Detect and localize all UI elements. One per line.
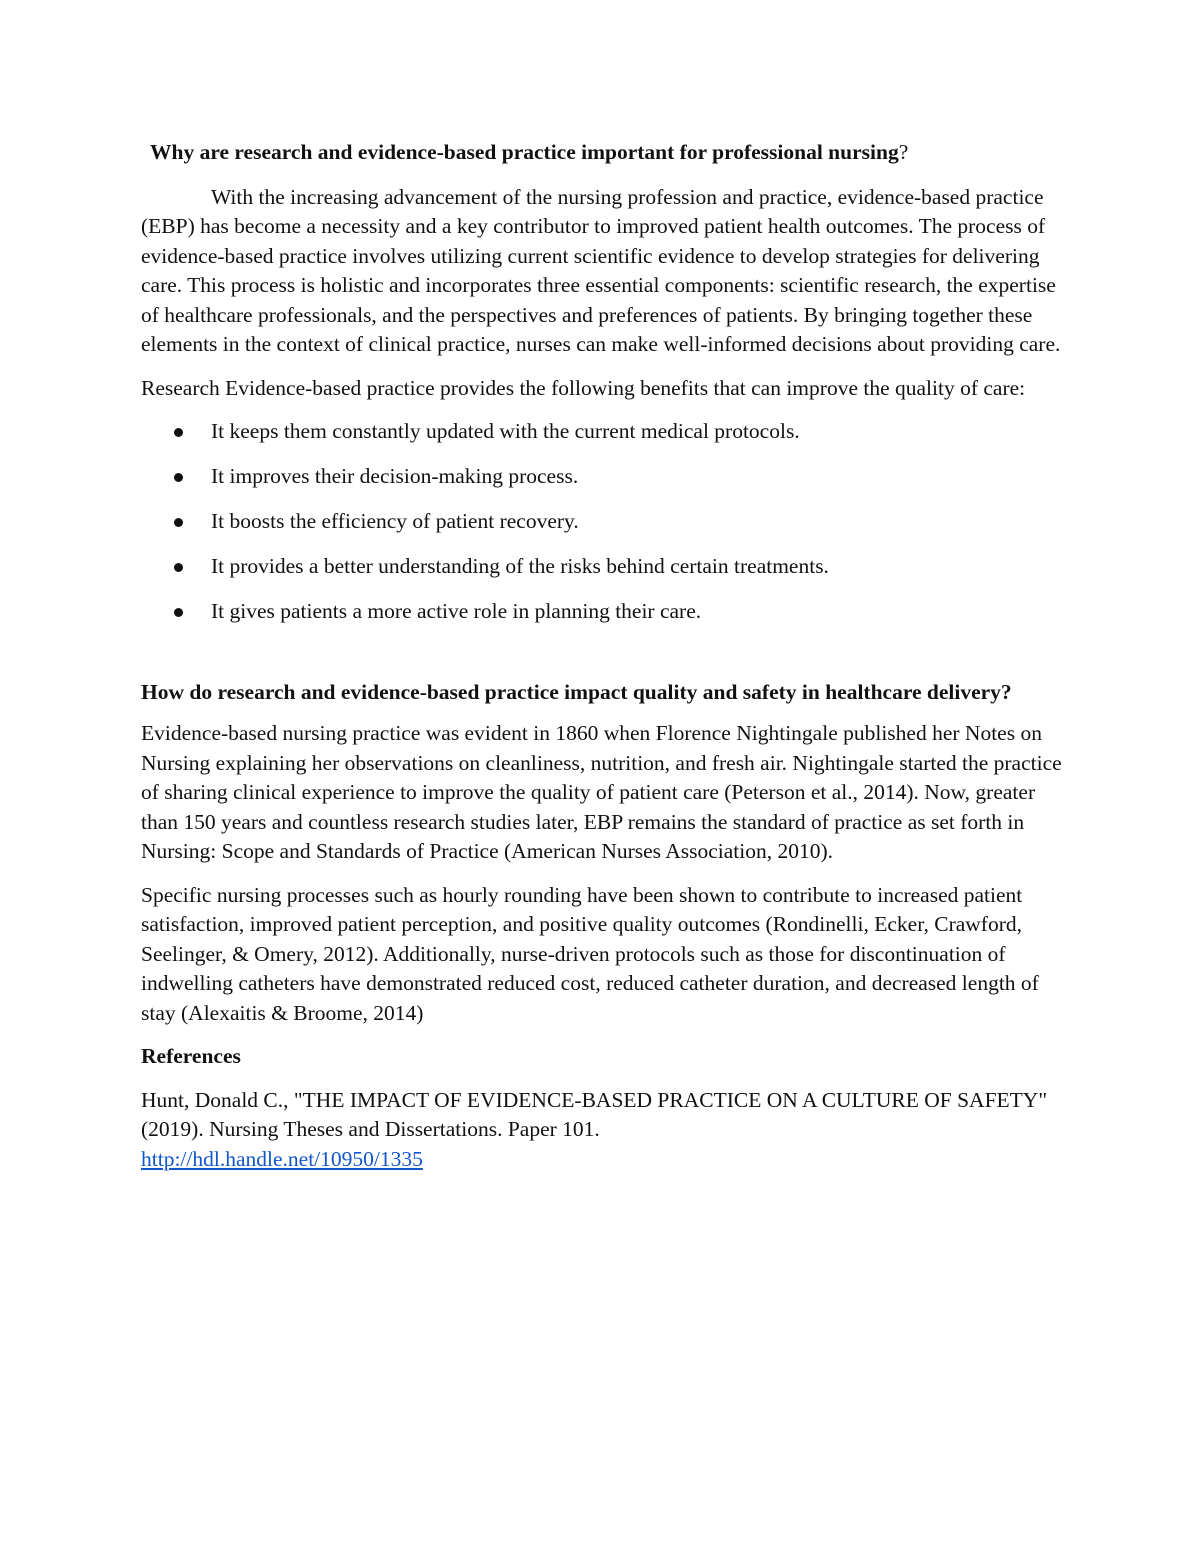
document-page xyxy=(141,138,1066,1174)
benefit-text: It provides a better understanding of the risks behind certain treatments. xyxy=(211,554,829,578)
benefits-list-item xyxy=(141,417,1066,447)
benefits-lead-paragraph: Research Evidence-based practice provides the following benefits that can improve the quality of care: xyxy=(141,375,1026,400)
bullet-icon xyxy=(174,518,183,527)
benefits-list-item xyxy=(141,462,1066,492)
benefits-list-item xyxy=(141,552,1066,582)
section2-paragraph-processes: Specific nursing processes such as hourly rounding have been shown to contribute to increased patient satisfaction, improved patient perception, and positive quality outcomes (Rondinelli, Ecker, Crawford, Seelinger, & Omery, 2012). Additionally, nurse-driven protocols such as those for discontinuation of indwelling catheters have demonstrated reduced cost, reduced catheter duration, and decreased length of stay (Alexaitis & Broome, 2014) xyxy=(141,882,1039,1025)
bullet-icon xyxy=(174,473,183,482)
bullet-icon xyxy=(174,563,183,572)
section1-intro-paragraph: With the increasing advancement of the nursing profession and practice, evidence-based practice (EBP) has become a necessity and a key contributor to improved patient health outcomes. The process of evidence-based practice involves utilizing current scientific evidence to develop strategies for delivering care. This process is holistic and incorporates three essential components: scientific research, the expertise of healthcare professionals, and the perspectives and preferences of patients. By bringing together these elements in the context of clinical practice, nurses can make well-informed decisions about providing care. xyxy=(141,184,1061,356)
reference-citation: Hunt, Donald C., "THE IMPACT OF EVIDENCE-BASED PRACTICE ON A CULTURE OF SAFETY" (2019). Nursing Theses and Dissertations. Paper 101. xyxy=(141,1087,1048,1141)
benefit-text: It gives patients a more active role in planning their care. xyxy=(211,599,702,623)
benefits-list xyxy=(141,417,1066,627)
reference-link[interactable]: http://hdl.handle.net/10950/1335 xyxy=(141,1146,423,1171)
section2-heading: How do research and evidence-based practice impact quality and safety in healthcare delivery? xyxy=(141,679,1012,704)
section2-paragraph-history: Evidence-based nursing practice was evident in 1860 when Florence Nightingale published her Notes on Nursing explaining her observations on cleanliness, nutrition, and fresh air. Nightingale started the practice of sharing clinical experience to improve the quality of patient care (Peterson et al., 2014). Now, greater than 150 years and countless research studies later, EBP remains the standard of practice as set forth in Nursing: Scope and Standards of Practice (American Nurses Association, 2010). xyxy=(141,721,1062,863)
section1-heading-qmark: ? xyxy=(898,140,909,164)
benefit-text: It keeps them constantly updated with the current medical protocols. xyxy=(211,419,800,443)
references-heading: References xyxy=(141,1044,241,1068)
bullet-icon xyxy=(174,608,183,617)
bullet-icon xyxy=(174,428,183,437)
section1-heading xyxy=(150,138,1066,168)
reference-entry xyxy=(141,1086,1066,1175)
benefit-text: It boosts the efficiency of patient recovery. xyxy=(211,509,579,533)
benefits-list-item xyxy=(141,507,1066,537)
benefits-list-item xyxy=(141,597,1066,627)
section1-heading-text: Why are research and evidence-based practice important for professional nursing xyxy=(150,140,899,164)
benefit-text: It improves their decision-making process. xyxy=(211,464,579,488)
